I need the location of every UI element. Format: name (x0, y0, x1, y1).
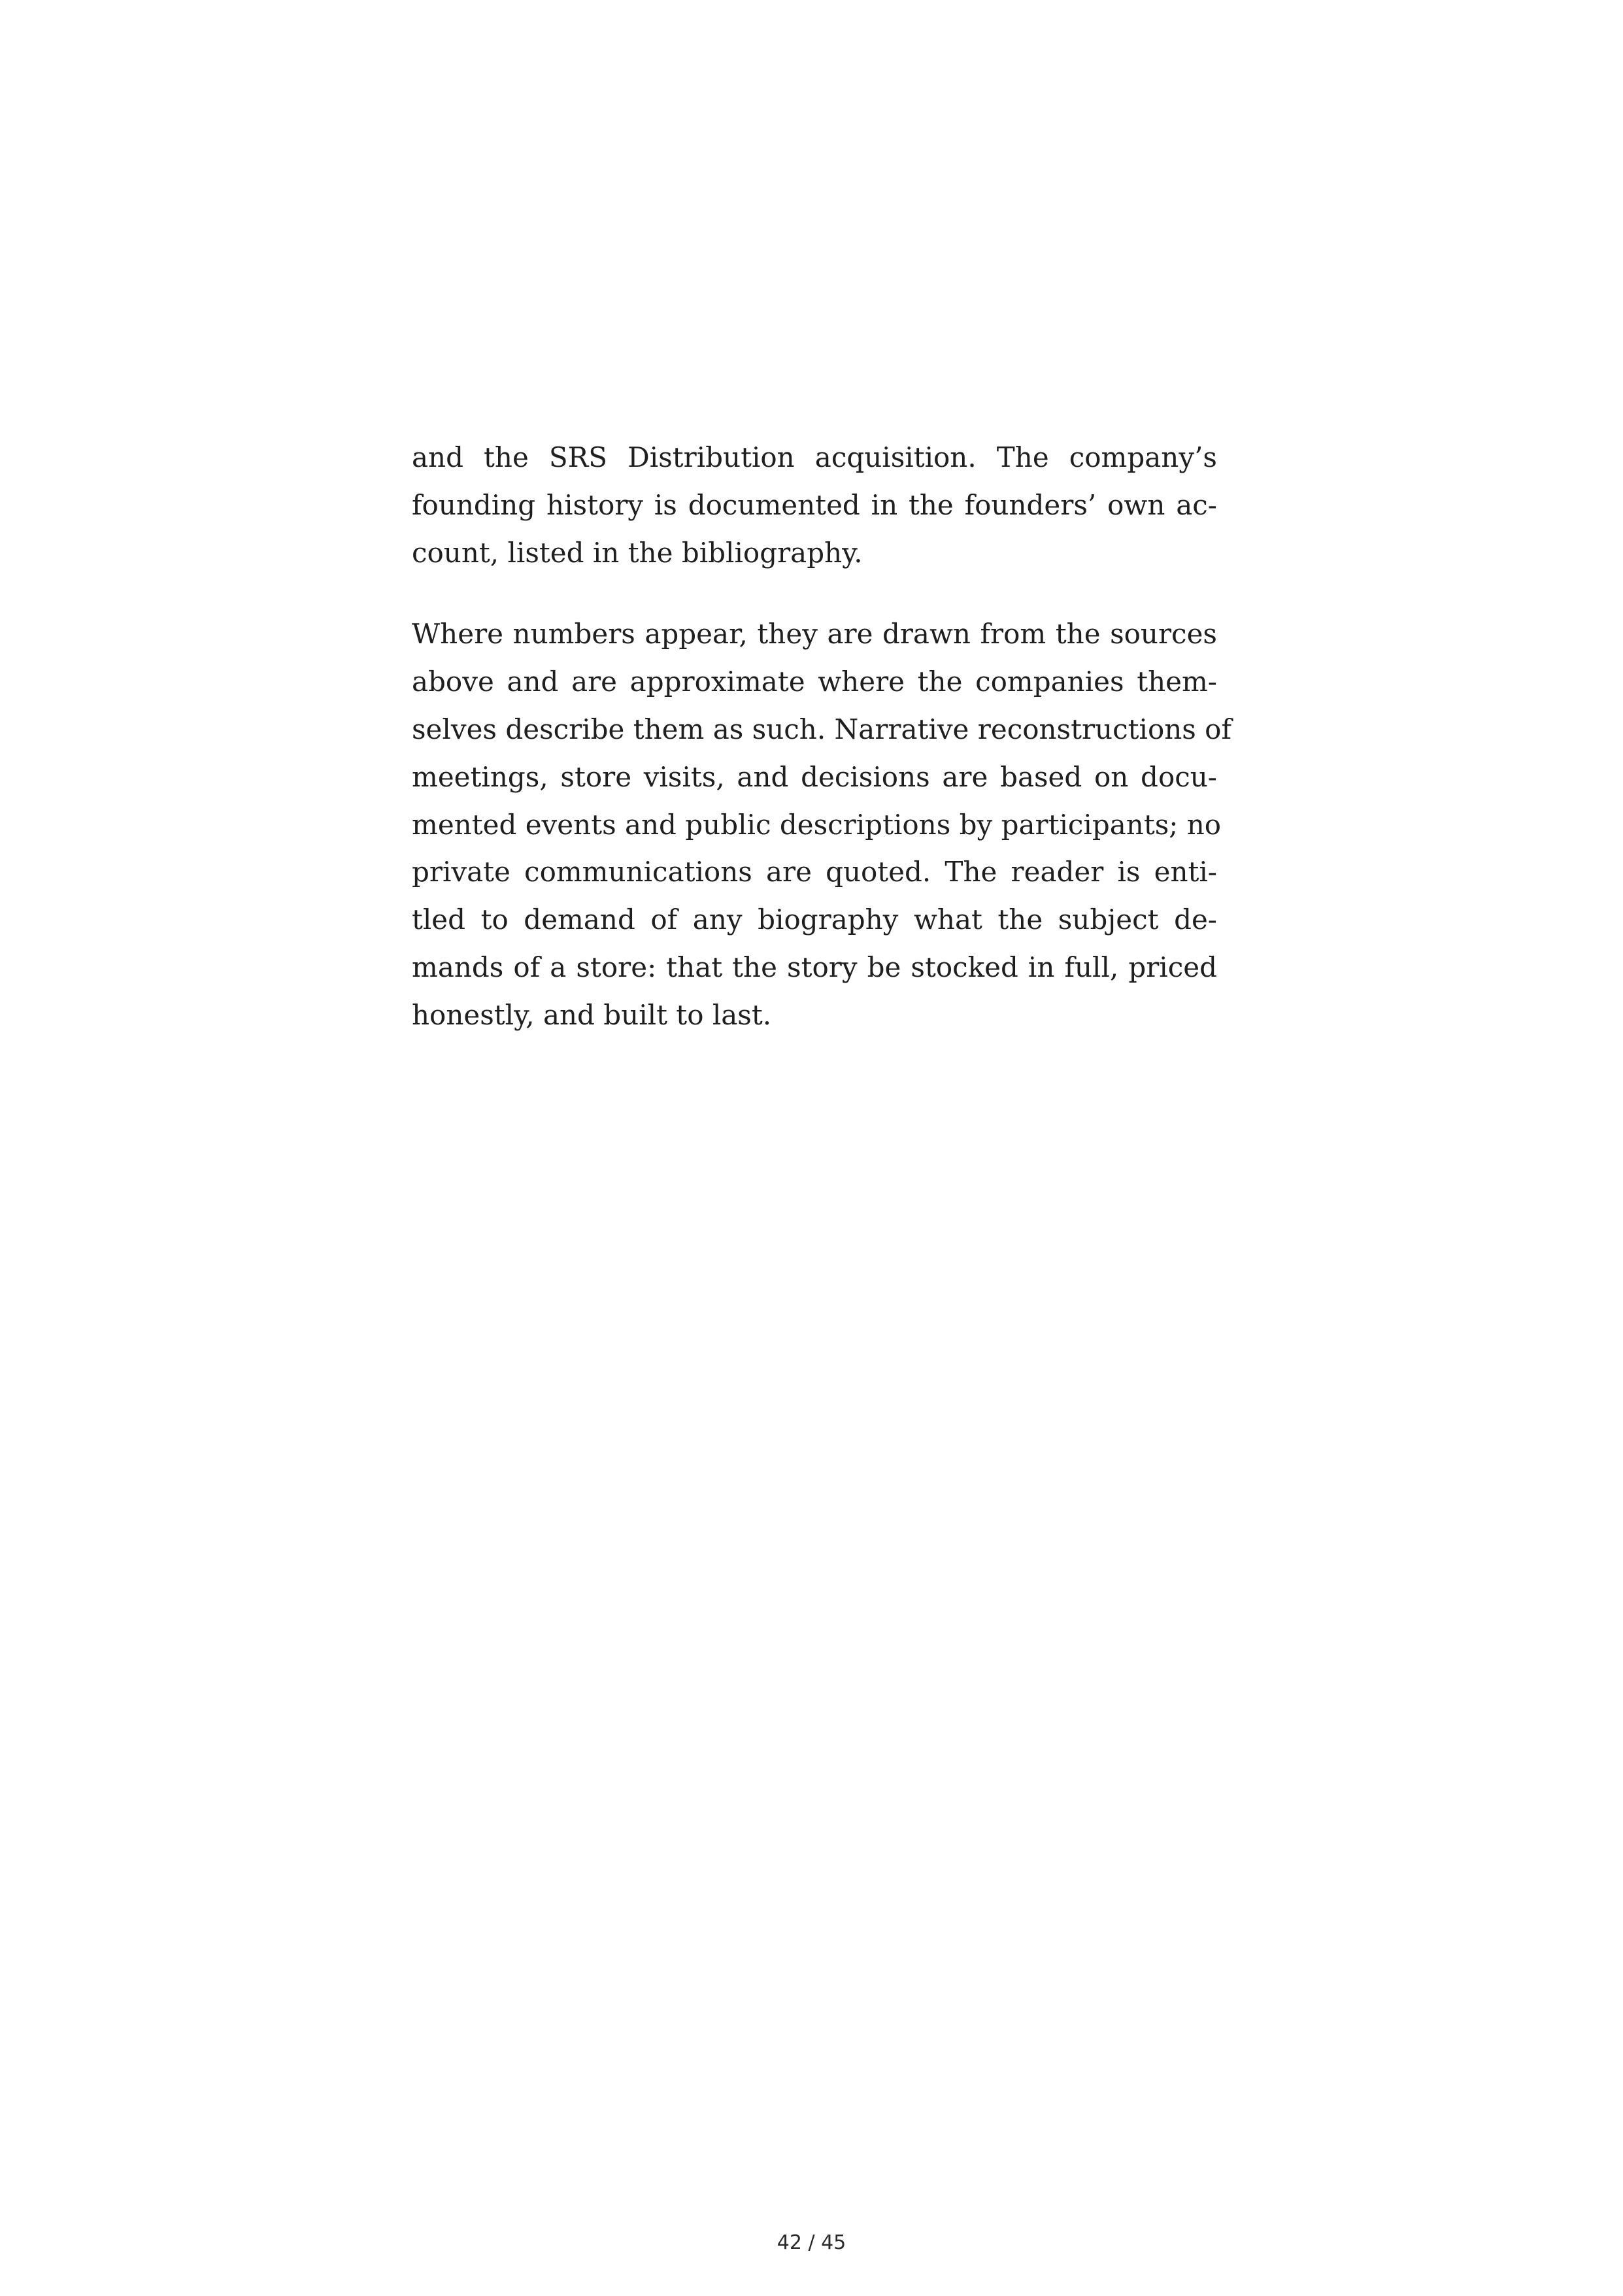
text-line: honestly, and built to last. (412, 998, 772, 1031)
text-line: count, listed in the bibliography. (412, 536, 863, 569)
text-line: mands of a store: that the story be stocked in full, priced (412, 951, 1217, 983)
text-line: and the SRS Distribution acquisition. The company’s (412, 441, 1217, 473)
paragraph-spacer (412, 577, 1217, 611)
text-line: private communications are quoted. The reader is enti- (412, 856, 1217, 888)
paragraph-2 (412, 611, 1232, 1039)
text-line: above and are approximate where the companies them- (412, 666, 1217, 698)
body-text (412, 434, 1232, 1039)
text-line: founding history is documented in the founders’ own ac- (412, 488, 1217, 521)
text-line: selves describe them as such. Narrative reconstructions of (412, 713, 1232, 745)
page-number: 42 / 45 (777, 2231, 846, 2254)
text-line: tled to demand of any biography what the subject de- (412, 903, 1217, 936)
text-line: mented events and public descriptions by participants; no (412, 808, 1222, 841)
text-line: Where numbers appear, they are drawn from the sources (412, 618, 1217, 650)
text-line: meetings, store visits, and decisions are based on docu- (412, 760, 1217, 793)
paragraph-1 (412, 434, 1217, 577)
